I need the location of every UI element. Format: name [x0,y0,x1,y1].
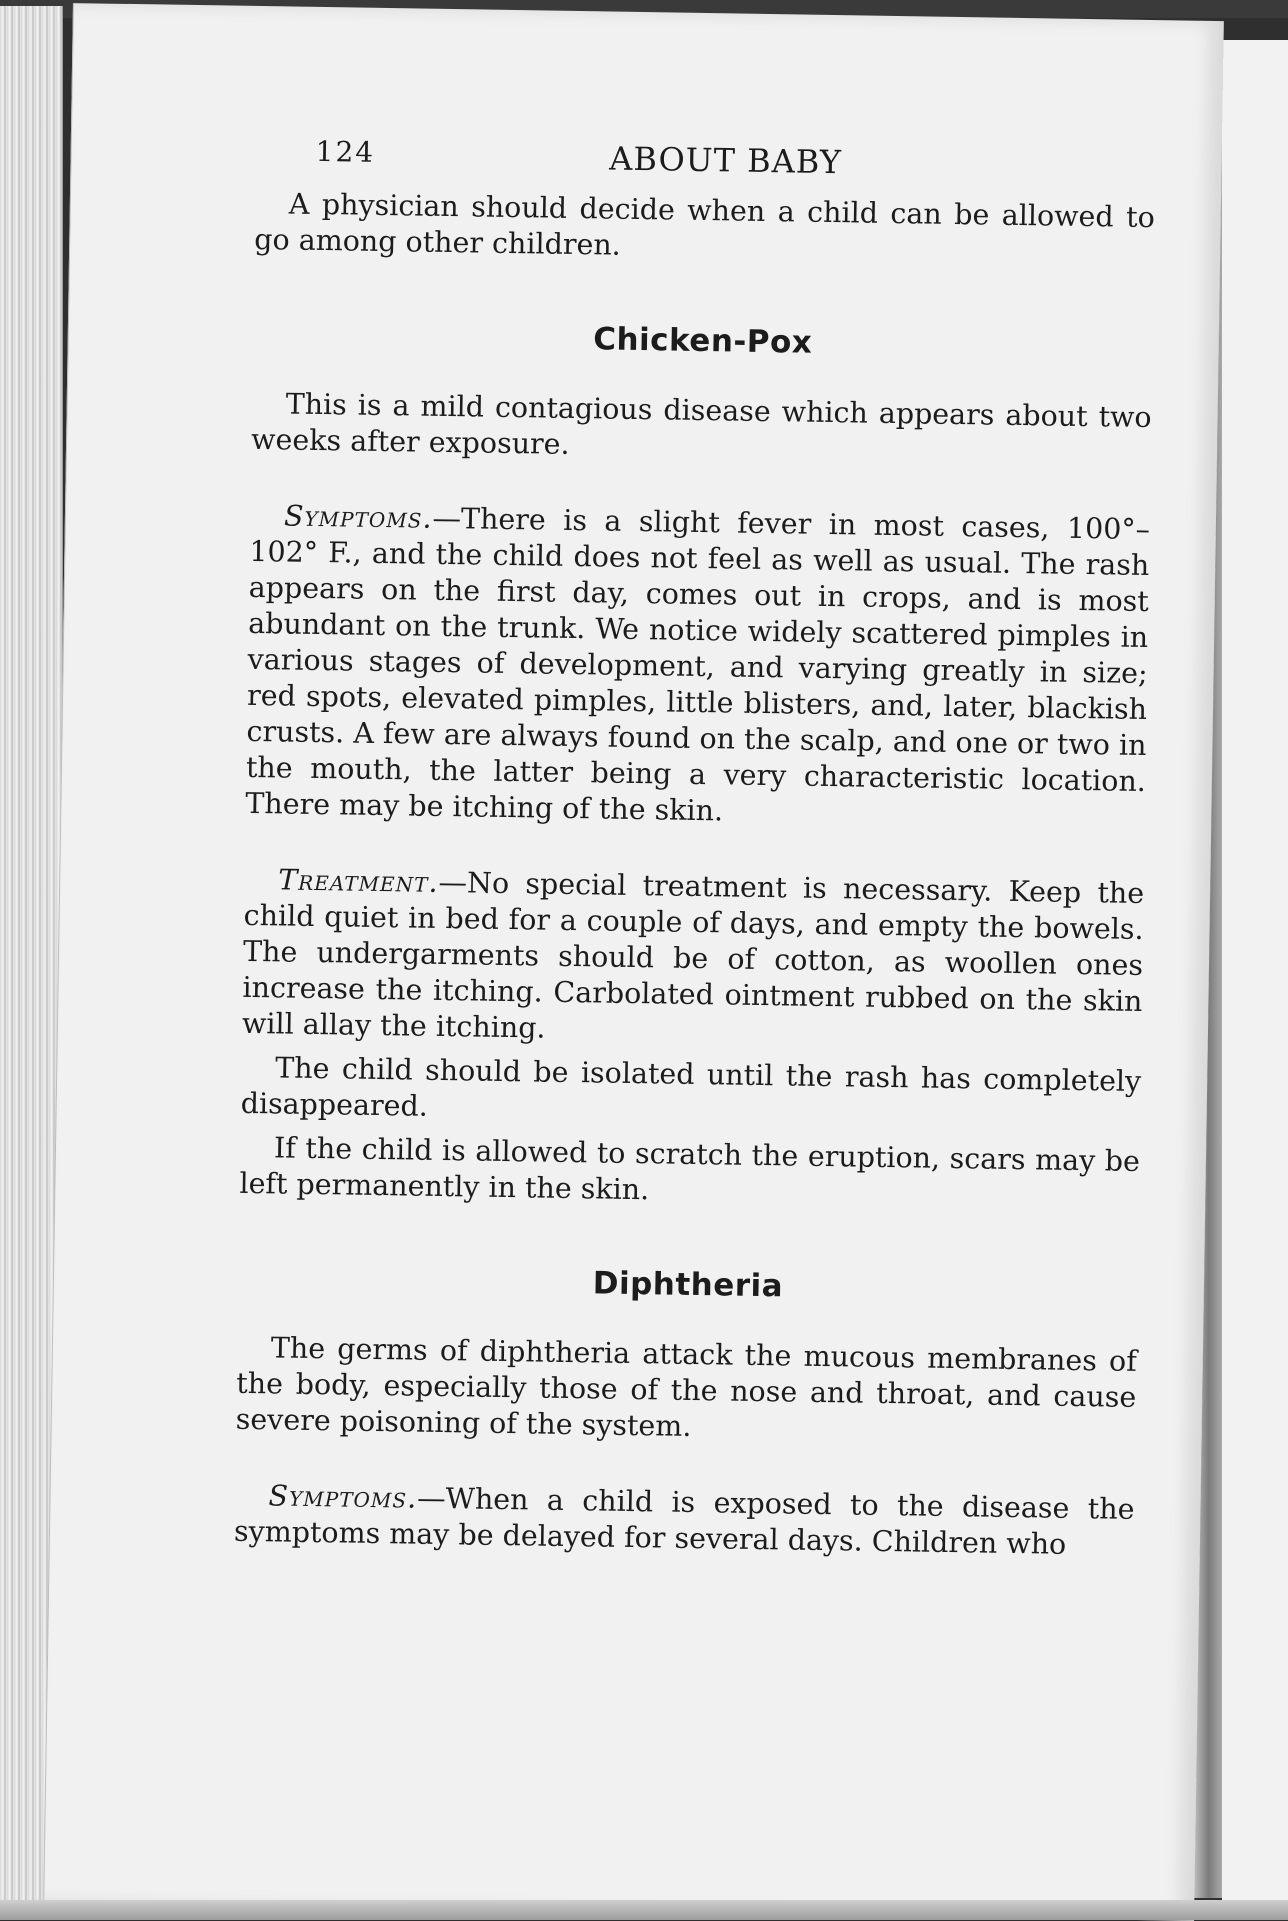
symptoms-label: Symptoms. [283,499,433,535]
chicken-pox-section [239,316,1153,1216]
chicken-pox-treatment-text: —No special treatment is necessary. Keep the child quiet in bed for a couple of days, and empty the bowels. The undergarments should be of cotton, as woollen ones increase the itching. Carbolated ointment rubbed on the skin will allay the itching. [241,865,1145,1045]
scan-bottom-edge [0,1900,1288,1920]
chicken-pox-isolation-paragraph: The child should be isolated until the rash has completely disappeared. [240,1051,1142,1123]
facing-page-edge [1222,40,1288,1910]
diphtheria-symptoms-text: —When a child is exposed to the disease the symptoms may be delayed for several days. Children who [233,1481,1135,1561]
running-title: ABOUT BABY [608,139,843,182]
diphtheria-description: The germs of diphtheria attack the mucous membranes of the body, especially those of the nose and throat, and cause severe poisoning of the system. [235,1331,1138,1443]
page-number: 124 [315,134,376,169]
chicken-pox-treatment-paragraph [242,862,1145,1056]
treatment-label: Treatment. [277,863,439,899]
symptoms-label: Symptoms. [268,1479,418,1515]
diphtheria-section [234,1260,1138,1564]
book-page [43,3,1224,1921]
chicken-pox-symptoms-paragraph [245,498,1150,836]
chicken-pox-description: This is a mild contagious disease which appears about two weeks after exposure. [250,387,1152,461]
diphtheria-heading: Diphtheria [592,1265,784,1305]
chicken-pox-scars-paragraph: If the child is allowed to scratch the eruption, scars may be left permanently in the skin. [239,1131,1141,1207]
chicken-pox-heading: Chicken-Pox [592,321,813,361]
page-content [234,126,1156,1564]
diphtheria-symptoms-paragraph [234,1478,1135,1564]
intro-paragraph: A physician should decide when a child can be allowed to go among other children. [254,187,1156,262]
chicken-pox-symptoms-text: —There is a slight fever in most cases, 100°–102° F., and the child does not feel as well as usual. The rash appears on the first day, comes out in crops, and is most abundant on the trunk. We notice widely scattered pimples in various stages of development, and varying greatly in size; red spots, elevated pimples, little blisters, and, later, blackish crusts. A few are always found on the scalp, and one or two in the mouth, the latter being a very characteristic location. There may be itching of the skin. [245,501,1151,828]
